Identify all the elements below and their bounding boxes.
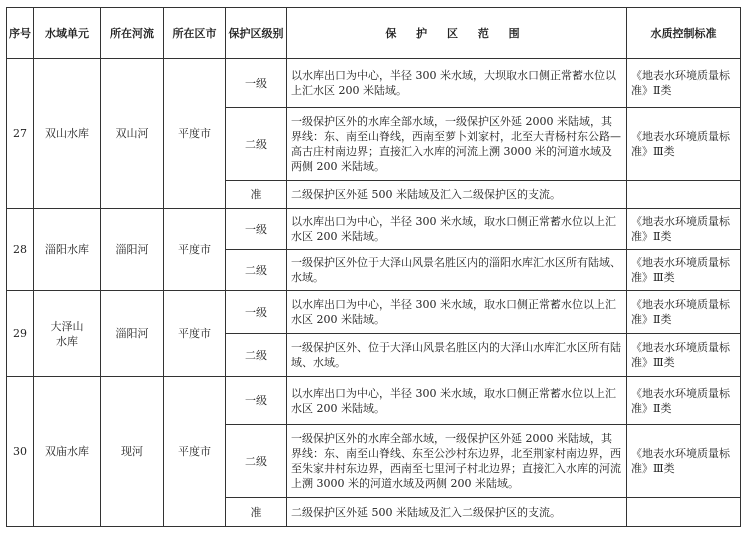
header-standard: 水质控制标准 — [627, 8, 741, 59]
standard-cell: 《地表水环境质量标准》Ⅲ类 — [627, 108, 741, 181]
standard-cell: 《地表水环境质量标准》Ⅱ类 — [627, 377, 741, 425]
scope-cell: 一级保护区外位于大泽山风景名胜区内的淄阳水库汇水区所有陆域、水域。 — [287, 250, 627, 291]
header-scope: 保 护 区 范 围 — [287, 8, 627, 59]
level-cell: 一级 — [226, 291, 287, 334]
scope-cell: 以水库出口为中心，半径 300 米水域，取水口侧正常蓄水位以上汇水区 200 米陆域。 — [287, 291, 627, 334]
standard-cell — [627, 181, 741, 209]
unit-cell: 双山水库 — [34, 59, 101, 209]
seq-cell: 27 — [7, 59, 34, 209]
seq-cell: 30 — [7, 377, 34, 527]
standard-cell: 《地表水环境质量标准》Ⅱ类 — [627, 209, 741, 250]
level-cell: 准 — [226, 181, 287, 209]
standard-cell: 《地表水环境质量标准》Ⅱ类 — [627, 59, 741, 108]
scope-cell: 一级保护区外、位于大泽山风景名胜区内的大泽山水库汇水区所有陆域、水域。 — [287, 334, 627, 377]
header-unit: 水域单元 — [34, 8, 101, 59]
level-cell: 一级 — [226, 377, 287, 425]
standard-cell — [627, 498, 741, 527]
header-city: 所在区市 — [164, 8, 226, 59]
scope-cell: 二级保护区外延 500 米陆域及汇入二级保护区的支流。 — [287, 498, 627, 527]
standard-cell: 《地表水环境质量标准》Ⅱ类 — [627, 291, 741, 334]
table-row — [7, 291, 741, 334]
scope-cell: 一级保护区外的水库全部水域，一级保护区外延 2000 米陆域，其界线：东、南至山脊线、东至公沙村东边界，北至荆家村南边界，西至朱家井村东边界，西南至七里河子村北边界；直接汇入水库的河流上溯 3000 米的河道水域及两侧 200 米陆域。 — [287, 425, 627, 498]
level-cell: 一级 — [226, 209, 287, 250]
header-river: 所在河流 — [101, 8, 164, 59]
standard-cell: 《地表水环境质量标准》Ⅲ类 — [627, 425, 741, 498]
unit-cell: 淄阳水库 — [34, 209, 101, 291]
scope-cell: 以水库出口为中心，半径 300 米水域，取水口侧正常蓄水位以上汇水区 200 米陆域。 — [287, 209, 627, 250]
level-cell: 二级 — [226, 425, 287, 498]
city-cell: 平度市 — [164, 59, 226, 209]
standard-cell: 《地表水环境质量标准》Ⅲ类 — [627, 334, 741, 377]
scope-cell: 以水库出口为中心，半径 300 米水域，取水口侧正常蓄水位以上汇水区 200 米陆域。 — [287, 377, 627, 425]
city-cell: 平度市 — [164, 377, 226, 527]
header-level: 保护区级别 — [226, 8, 287, 59]
level-cell: 二级 — [226, 250, 287, 291]
table-row — [7, 59, 741, 108]
level-cell: 准 — [226, 498, 287, 527]
unit-cell: 双庙水库 — [34, 377, 101, 527]
city-cell: 平度市 — [164, 291, 226, 377]
table-row — [7, 377, 741, 425]
header-row — [7, 8, 741, 59]
level-cell: 二级 — [226, 334, 287, 377]
seq-cell: 29 — [7, 291, 34, 377]
scope-cell: 二级保护区外延 500 米陆域及汇入二级保护区的支流。 — [287, 181, 627, 209]
river-cell: 淄阳河 — [101, 209, 164, 291]
river-cell: 现河 — [101, 377, 164, 527]
scope-cell: 以水库出口为中心，半径 300 米水域，大坝取水口侧正常蓄水位以上汇水区 200 米陆域。 — [287, 59, 627, 108]
level-cell: 二级 — [226, 108, 287, 181]
scope-cell: 一级保护区外的水库全部水域，一级保护区外延 2000 米陆域，其界线：东、南至山脊线，西南至萝卜刘家村，北至大青杨村东公路—高古庄村南边界；直接汇入水库的河流上溯 3000 米的河道水域及两侧 200 米陆域。 — [287, 108, 627, 181]
header-seq: 序号 — [7, 8, 34, 59]
level-cell: 一级 — [226, 59, 287, 108]
river-cell: 淄阳河 — [101, 291, 164, 377]
table-row — [7, 209, 741, 250]
river-cell: 双山河 — [101, 59, 164, 209]
seq-cell: 28 — [7, 209, 34, 291]
standard-cell: 《地表水环境质量标准》Ⅲ类 — [627, 250, 741, 291]
protection-zone-table — [6, 7, 741, 527]
unit-cell: 大泽山水库 — [34, 291, 101, 377]
city-cell: 平度市 — [164, 209, 226, 291]
